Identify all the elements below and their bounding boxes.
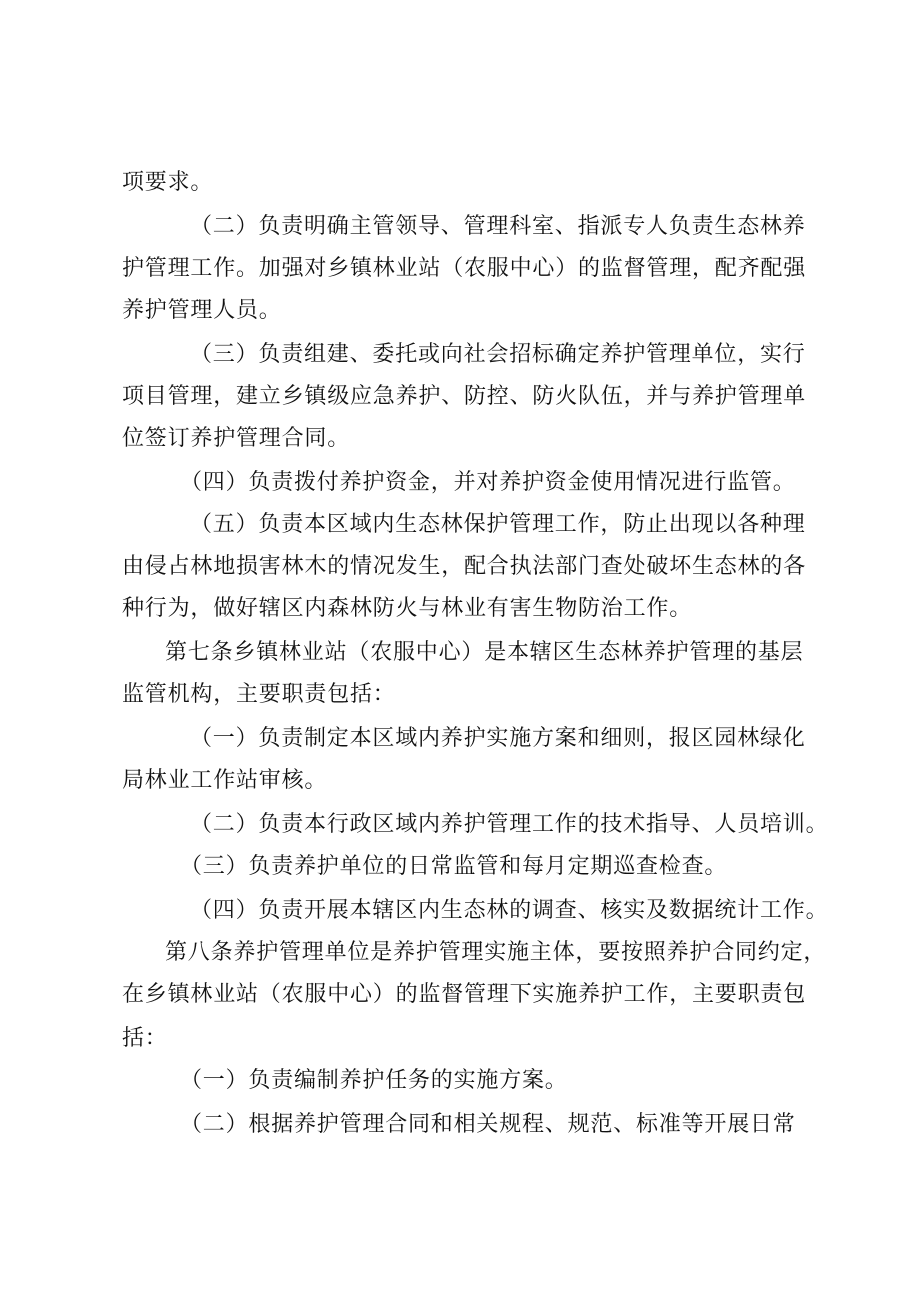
- text-line: 种行为，做好辖区内森林防火与林业有害生物防治工作。: [122, 596, 693, 621]
- text-line: （二）负责明确主管领导、管理科室、指派专人负责生态林养: [190, 214, 806, 239]
- text-line: （四）负责拨付养护资金，并对养护资金使用情况进行监管。: [180, 470, 796, 495]
- text-line: 监管机构，主要职责包括：: [122, 682, 396, 707]
- text-line: 局林业工作站审核。: [122, 768, 328, 793]
- text-line: 第八条养护管理单位是养护管理实施主体，要按照养护合同约定，: [165, 940, 827, 965]
- text-line: 在乡镇林业站（农服中心）的监督管理下实施养护工作，主要职责包: [122, 982, 807, 1007]
- text-line: 项要求。: [122, 170, 214, 195]
- text-line: （一）负责制定本区域内养护实施方案和细则，报区园林绿化: [190, 726, 806, 751]
- text-line: （二）根据养护管理合同和相关规程、规范、标准等开展日常: [180, 1112, 796, 1137]
- text-line: 养护管理人员。: [122, 298, 282, 323]
- text-line: 位签订养护管理合同。: [122, 426, 351, 451]
- text-line: （五）负责本区域内生态林保护管理工作，防止出现以各种理: [190, 512, 806, 537]
- text-line: 括：: [122, 1026, 168, 1051]
- text-line: 第七条乡镇林业站（农服中心）是本辖区生态林养护管理的基层: [165, 640, 804, 665]
- text-line: 由侵占林地损害林木的情况发生，配合执法部门查处破坏生态林的各: [122, 554, 807, 579]
- text-line: 护管理工作。加强对乡镇林业站（农服中心）的监督管理，配齐配强: [122, 256, 807, 281]
- text-line: 项目管理，建立乡镇级应急养护、防控、防火队伍，并与养护管理单: [122, 384, 807, 409]
- text-line: （二）负责本行政区域内养护管理工作的技术指导、人员培训。: [190, 812, 829, 837]
- text-line: （一）负责编制养护任务的实施方案。: [180, 1068, 568, 1093]
- text-line: （三）负责养护单位的日常监管和每月定期巡查检查。: [180, 854, 728, 879]
- text-line: （三）负责组建、委托或向社会招标确定养护管理单位，实行: [190, 342, 806, 367]
- text-line: （四）负责开展本辖区内生态林的调查、核实及数据统计工作。: [190, 898, 829, 923]
